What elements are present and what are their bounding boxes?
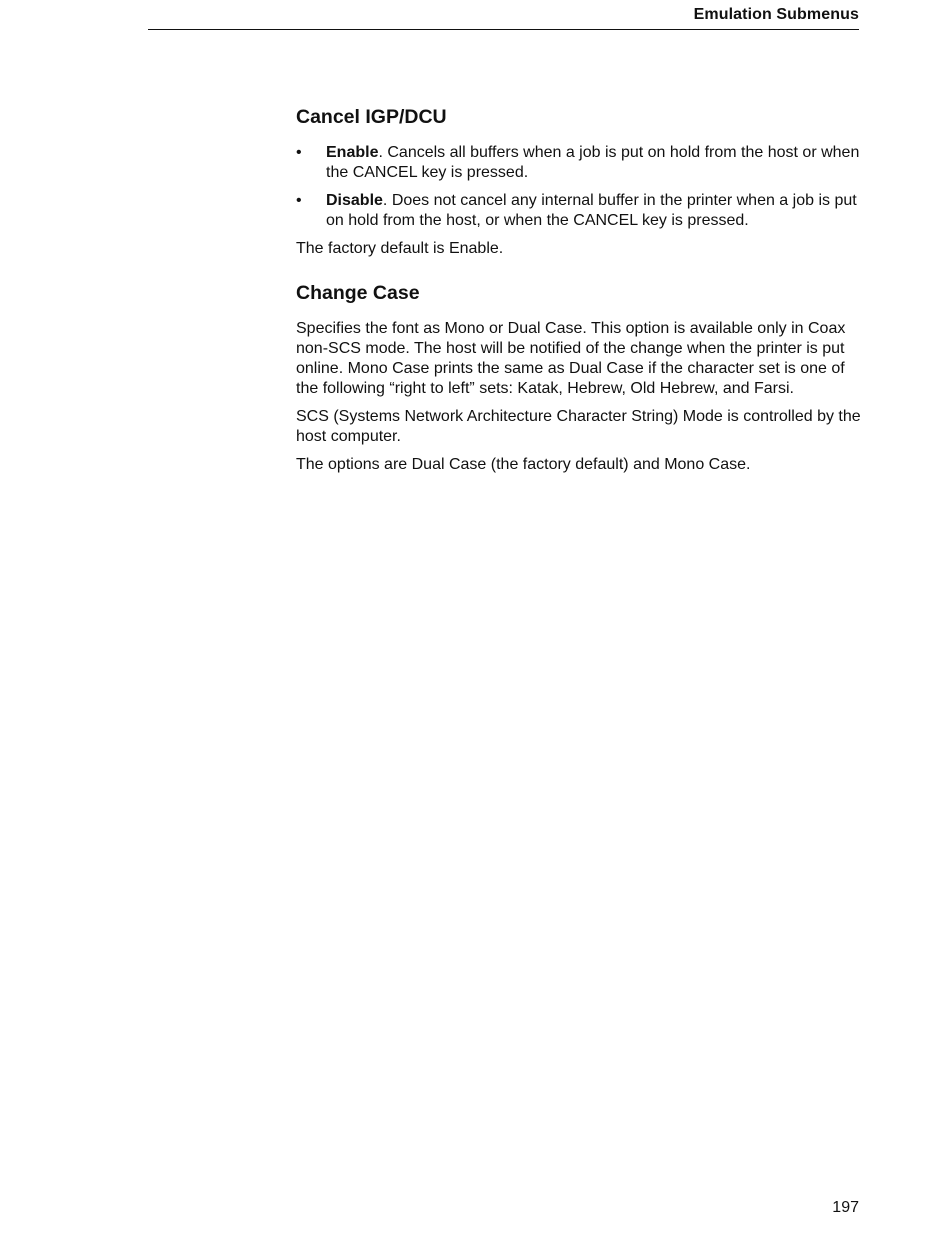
bullet-icon: • <box>296 192 302 209</box>
body-paragraph: SCS (Systems Network Architecture Character String) Mode is controlled by the host computer. <box>296 408 861 445</box>
running-header <box>148 0 859 30</box>
page-number: 197 <box>832 1199 859 1216</box>
bullet-list <box>296 143 861 231</box>
option-description: . Does not cancel any internal buffer in the printer when a job is put on hold from the host, or when the CANCEL key is pressed. <box>326 192 857 229</box>
list-item <box>296 143 861 183</box>
body-paragraph: The options are Dual Case (the factory default) and Mono Case. <box>296 456 751 473</box>
option-description: . Cancels all buffers when a job is put on hold from the host or when the CANCEL key is pressed. <box>326 144 860 181</box>
page-content <box>296 105 861 483</box>
running-header-title: Emulation Submenus <box>693 6 859 23</box>
body-paragraph: Specifies the font as Mono or Dual Case. This option is available only in Coax non-SCS mode. The host will be notified of the change when the printer is put online. Mono Case prints the same as Dual Case if the character set is one of the following “right to left” sets: Katak, Hebrew, Old Hebrew, and Farsi. <box>296 320 846 397</box>
bullet-icon: • <box>296 144 302 161</box>
section-heading-cancel-igp-dcu: Cancel IGP/DCU <box>296 106 447 128</box>
option-term: Enable <box>326 144 379 161</box>
option-term: Disable <box>326 192 383 209</box>
list-item <box>296 191 861 231</box>
section-heading-change-case: Change Case <box>296 282 420 304</box>
factory-default-paragraph: The factory default is Enable. <box>296 240 504 257</box>
